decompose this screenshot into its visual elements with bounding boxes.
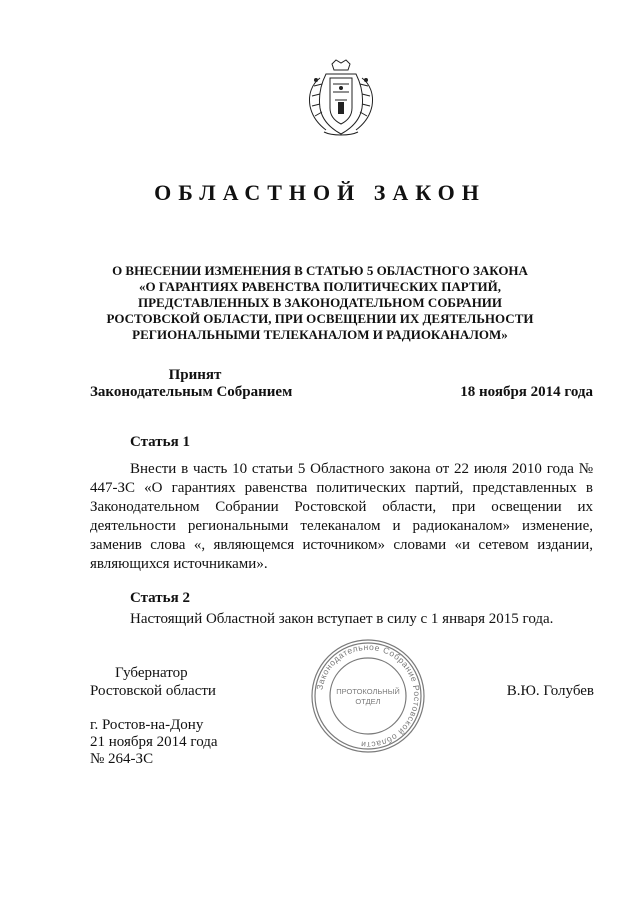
adoption-label: Принят — [168, 367, 222, 383]
title-line: РОСТОВСКОЙ ОБЛАСТИ, ПРИ ОСВЕЩЕНИИ ИХ ДЕЯТЕЛЬНОСТИ — [106, 311, 534, 326]
official-stamp — [310, 638, 426, 754]
stamp-center-line: ПРОТОКОЛЬНЫЙ — [336, 687, 400, 696]
signing-city: г. Ростов-на-Дону — [90, 717, 204, 733]
title-line: РЕГИОНАЛЬНЫМИ ТЕЛЕКАНАЛОМ И РАДИОКАНАЛОМ» — [132, 327, 508, 342]
signatory-title: Губернатор — [115, 665, 188, 681]
adoption-body: Законодательным Собранием — [90, 384, 293, 400]
adoption-date: 18 ноября 2014 года — [460, 384, 593, 400]
signatory-name: В.Ю. Голубев — [506, 683, 594, 699]
stamp-center-line: ОТДЕЛ — [355, 697, 381, 706]
document-type: ОБЛАСТНОЙ ЗАКОН — [154, 180, 486, 205]
signing-date: 21 ноября 2014 года — [90, 734, 218, 750]
title-line: ПРЕДСТАВЛЕННЫХ В ЗАКОНОДАТЕЛЬНОМ СОБРАНИИ — [137, 295, 503, 310]
coat-of-arms-icon — [302, 58, 380, 140]
signatory-region: Ростовской области — [90, 683, 216, 699]
title-line: О ВНЕСЕНИИ ИЗМЕНЕНИЯ В СТАТЬЮ 5 ОБЛАСТНОГО ЗАКОНА — [112, 263, 528, 278]
stamp-ring-text: Законодательное Собрание Ростовской области — [314, 641, 423, 751]
article-2-heading: Статья 2 — [130, 590, 190, 606]
law-number: № 264-ЗС — [90, 751, 154, 767]
document-title — [90, 263, 550, 343]
article-2-text: Настоящий Областной закон вступает в силу с 1 января 2015 года. — [130, 611, 554, 627]
article-1-heading: Статья 1 — [130, 434, 190, 450]
title-line: «О ГАРАНТИЯХ РАВЕНСТВА ПОЛИТИЧЕСКИХ ПАРТИЙ, — [138, 279, 502, 294]
article-1-text: Внести в часть 10 статьи 5 Областного закона от 22 июля 2010 года № 447-ЗС «О гарантиях равенства политических партий, представленных в Законодательном Собрании Ростовской области, при освещении их деятельности региональными телеканалом и радиоканалом» изменение, заменив слова «, являющемся источником» словами «и сетевом издании, являющихся источниками». — [90, 461, 593, 572]
